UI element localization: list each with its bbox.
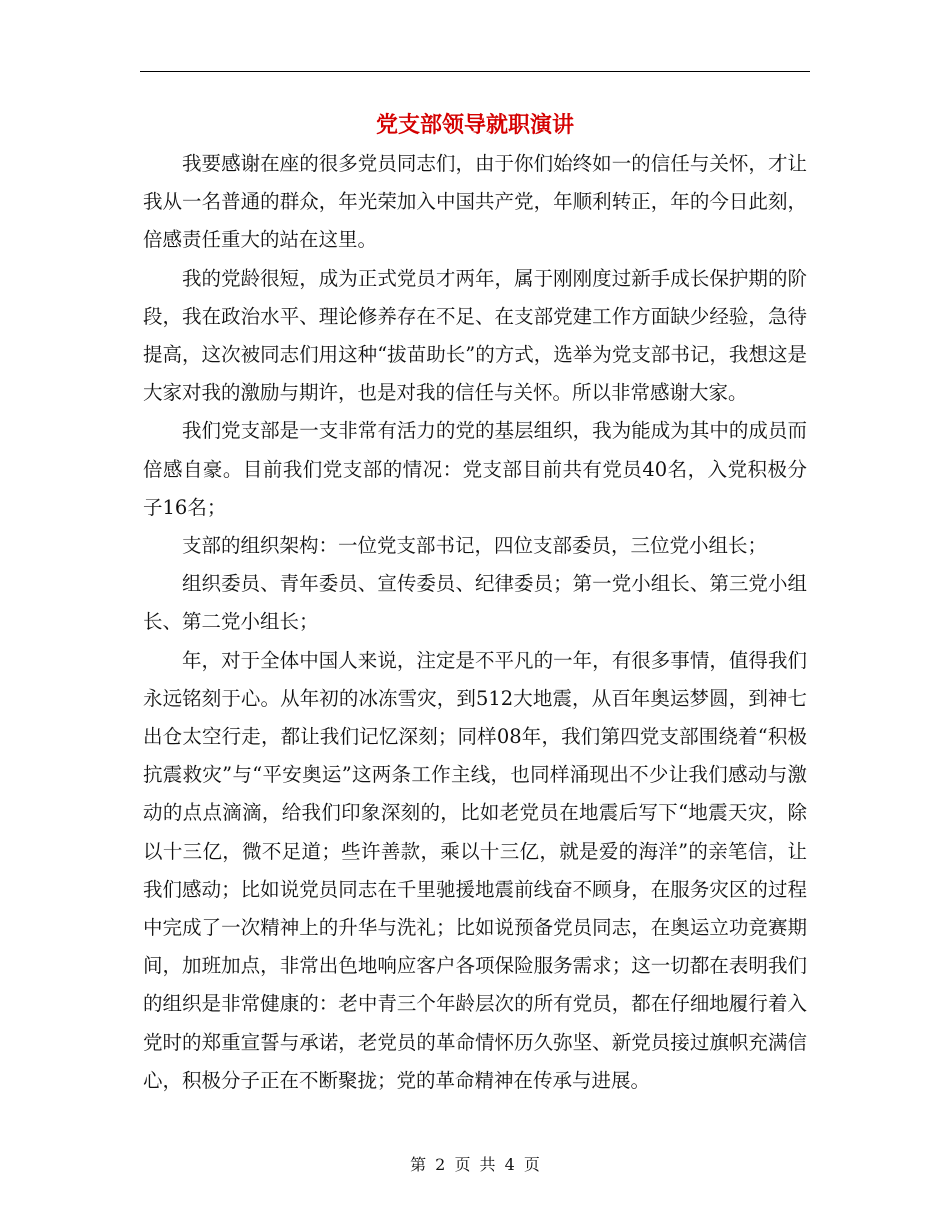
paragraph-4: 支部的组织架构：一位党支部书记，四位支部委员，三位党小组长； <box>182 534 768 558</box>
document-title: 党支部领导就职演讲 <box>375 112 574 138</box>
paragraph-1: 我要感谢在座的很多党员同志们，由于你们始终如一的信任与关怀，才让我从一名普通的群众，年光荣加入中国共产党，年顺利转正，年的今日此刻，倍感责任重大的站在这里。 <box>143 152 807 252</box>
paragraph-5: 组织委员、青年委员、宣传委员、纪律委员；第一党小组长、第三党小组长、第二党小组长； <box>143 572 807 634</box>
header-rule <box>140 71 810 72</box>
page-number-footer: 第 2 页 共 4 页 <box>410 1155 540 1174</box>
paragraph-6: 年，对于全体中国人来说，注定是不平凡的一年，有很多事情，值得我们永远铭刻于心。从年初的冰冻雪灾，到512大地震，从百年奥运梦圆，到神七出仓太空行走，都让我们记忆深刻；同样08年，我们第四党支部围绕着“积极抗震救灾”与“平安奥运”这两条工作主线，也同样涌现出不少让我们感动与激动的点点滴滴，给我们印象深刻的，比如老党员在地震后写下“地震天灾，除以十三亿，微不足道；些许善款，乘以十三亿，就是爱的海洋”的亲笔信，让我们感动；比如说党员同志在千里驰援地震前线奋不顾身，在服务灾区的过程中完成了一次精神上的升华与洗礼；比如说预备党员同志，在奥运立功竞赛期间，加班加点，非常出色地响应客户各项保险服务需求；这一切都在表明我们的组织是非常健康的：老中青三个年龄层次的所有党员，都在仔细地履行着入党时的郑重宣誓与承诺，老党员的革命情怀历久弥坚、新党员接过旗帜充满信心，积极分子正在不断聚拢；党的革命精神在传承与进展。 <box>143 648 807 1092</box>
document-body <box>143 145 807 1100</box>
paragraph-3: 我们党支部是一支非常有活力的党的基层组织，我为能成为其中的成员而倍感自豪。目前我们党支部的情况：党支部目前共有党员40名，入党积极分子16名； <box>143 419 807 519</box>
paragraph-2: 我的党龄很短，成为正式党员才两年，属于刚刚度过新手成长保护期的阶段，我在政治水平、理论修养存在不足、在支部党建工作方面缺少经验，急待提高，这次被同志们用这种“拔苗助长”的方式，选举为党支部书记，我想这是大家对我的激励与期许，也是对我的信任与关怀。所以非常感谢大家。 <box>143 266 807 405</box>
